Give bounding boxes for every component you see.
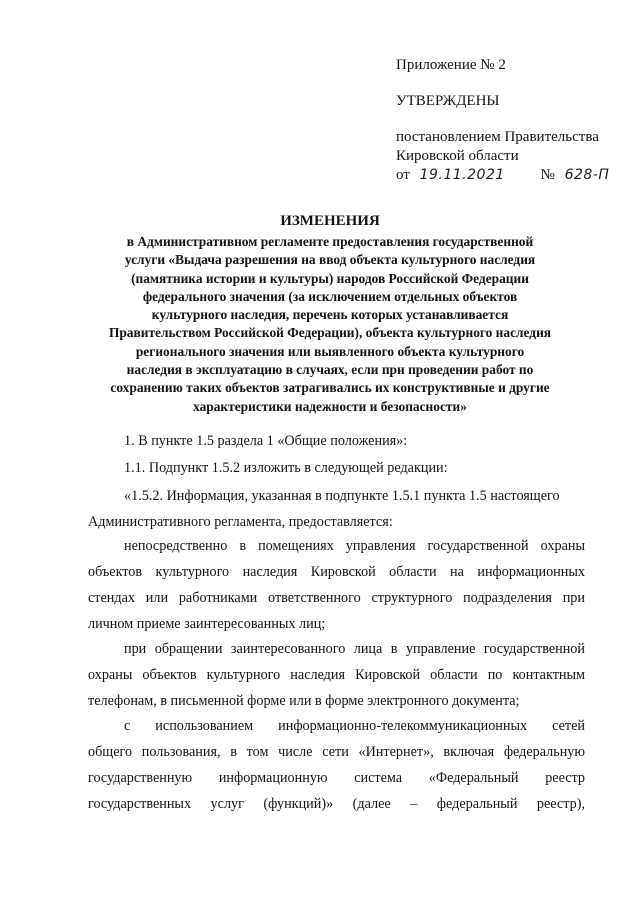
subtitle-line: наследия в эксплуатацию в случаях, если при проведении работ по bbox=[126, 362, 534, 378]
paragraph-line: охраны объектов культурного наследия Кировской области по контактным bbox=[88, 667, 585, 683]
paragraph-line: государственную информационную система «Федеральный реестр bbox=[88, 770, 585, 786]
subtitle-line: (памятника истории и культуры) народов Российской Федерации bbox=[131, 270, 529, 286]
decree-line-1: постановлением Правительства bbox=[396, 129, 599, 145]
paragraph-line: личном приеме заинтересованных лиц; bbox=[88, 616, 326, 632]
decree-block bbox=[396, 128, 626, 185]
paragraph-line: непосредственно в помещениях управления государственной охраны bbox=[124, 538, 585, 554]
decree-number-label: № bbox=[540, 167, 555, 183]
paragraph-2 bbox=[88, 455, 585, 481]
paragraph-1 bbox=[88, 428, 585, 454]
paragraph-4 bbox=[88, 533, 585, 637]
decree-line-2: Кировской области bbox=[396, 148, 519, 164]
subtitle-line: в Административном регламенте предоставления государственной bbox=[126, 234, 534, 249]
paragraph-line: 1.1. Подпункт 1.5.2 изложить в следующей редакции: bbox=[124, 460, 448, 476]
paragraph-line: стендах или работниками ответственного структурного подразделения при bbox=[88, 590, 585, 606]
paragraph-line: 1. В пункте 1.5 раздела 1 «Общие положения»: bbox=[124, 433, 408, 449]
paragraph-line: при обращении заинтересованного лица в управление государственной bbox=[124, 641, 585, 657]
paragraph-line: «1.5.2. Информация, указанная в подпункте 1.5.1 пункта 1.5 настоящего bbox=[124, 488, 560, 504]
decree-date: 19.11.2021 bbox=[419, 167, 505, 183]
decree-line-3 bbox=[396, 166, 626, 185]
decree-number: 628-П bbox=[564, 167, 610, 183]
subtitle-line: Правительством Российской Федерации), объекта культурного наследия bbox=[108, 325, 552, 341]
paragraph-line: государственных услуг (функций)» (далее – федеральный реестр), bbox=[88, 796, 585, 812]
paragraph-3 bbox=[88, 483, 585, 535]
decree-from: от bbox=[396, 167, 410, 183]
paragraph-6 bbox=[88, 713, 585, 817]
approved-label: УТВЕРЖДЕНЫ bbox=[396, 93, 500, 109]
document-subtitle bbox=[82, 233, 578, 416]
paragraph-line: общего пользования, в том числе сети «Интернет», включая федеральную bbox=[88, 744, 585, 760]
paragraph-5 bbox=[88, 636, 585, 714]
subtitle-line: характеристики надежности и безопасности» bbox=[193, 398, 467, 414]
document-title: ИЗМЕНЕНИЯ bbox=[280, 213, 380, 229]
paragraph-line: с использованием информационно-телекоммуникационных сетей bbox=[124, 718, 585, 734]
subtitle-line: сохранению таких объектов затрагивались их конструктивные и другие bbox=[110, 380, 550, 396]
appendix-label: Приложение № 2 bbox=[396, 57, 506, 73]
subtitle-line: культурного наследия, перечень которых устанавливается bbox=[151, 307, 509, 323]
paragraph-line: Административного регламента, предоставляется: bbox=[88, 514, 393, 530]
paragraph-line: объектов культурного наследия Кировской области на информационных bbox=[88, 564, 585, 580]
subtitle-line: федерального значения (за исключением отдельных объектов bbox=[142, 288, 518, 304]
subtitle-line: услуги «Выдача разрешения на ввод объекта культурного наследия bbox=[124, 252, 536, 268]
subtitle-line: регионального значения или выявленного объекта культурного bbox=[135, 343, 525, 359]
paragraph-line: телефонам, в письменной форме или в форме электронного документа; bbox=[88, 693, 520, 709]
